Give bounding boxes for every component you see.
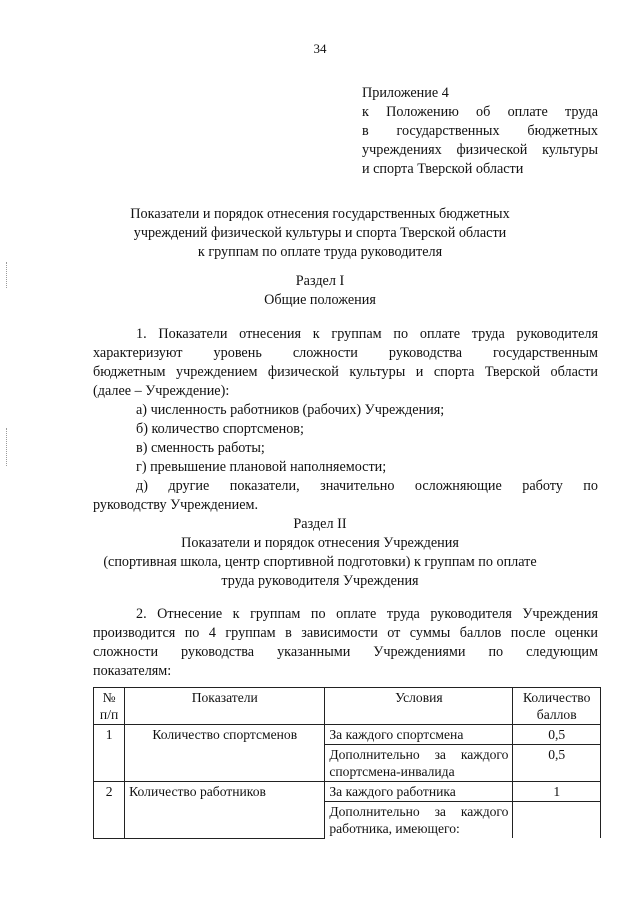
row-score: 1 bbox=[513, 782, 601, 802]
paragraph-line: 2. Отнесение к группам по оплате труда руководителя Учреждения bbox=[136, 606, 598, 622]
appendix-line: и спорта Тверской области bbox=[362, 161, 524, 177]
appendix-reference bbox=[362, 84, 598, 179]
row-condition: За каждого спортсмена bbox=[325, 725, 513, 745]
page-number: 34 bbox=[313, 41, 327, 56]
paragraph-line: (далее – Учреждение): bbox=[93, 383, 230, 399]
paragraph-line: характеризуют уровень сложности руководства государственным bbox=[93, 345, 598, 361]
section-title-line: Показатели и порядок отнесения Учреждения bbox=[181, 535, 459, 551]
document-title bbox=[100, 205, 540, 262]
paragraph-line: показателям: bbox=[93, 663, 172, 679]
list-item: а) численность работников (рабочих) Учреждения; bbox=[136, 402, 445, 418]
row-indicator: Количество работников bbox=[125, 782, 325, 839]
header-score: Количество баллов bbox=[513, 688, 601, 725]
list-item: г) превышение плановой наполняемости; bbox=[136, 459, 387, 475]
appendix-line: в государственных бюджетных bbox=[362, 123, 598, 139]
section-number: Раздел II bbox=[293, 516, 347, 532]
title-line: к группам по оплате труда руководителя bbox=[197, 244, 443, 260]
row-number: 2 bbox=[94, 782, 125, 839]
list-item: в) сменность работы; bbox=[136, 440, 265, 456]
section-number: Раздел I bbox=[295, 273, 345, 289]
title-line: Показатели и порядок отнесения государственных бюджетных bbox=[130, 206, 510, 222]
paragraph-line: бюджетным учреждением физической культуры и спорта Тверской области bbox=[93, 364, 598, 380]
appendix-line: Приложение 4 bbox=[362, 85, 449, 101]
section-1-body bbox=[93, 325, 598, 515]
indicators-table bbox=[93, 687, 601, 839]
header-indicator: Показатели bbox=[125, 688, 325, 725]
paragraph-line: сложности руководства указанными Учреждениями по следующим bbox=[93, 644, 598, 660]
section-1-heading bbox=[100, 272, 540, 310]
list-item: д) другие показатели, значительно осложняющие работу по bbox=[136, 478, 598, 494]
row-indicator: Количество спортсменов bbox=[125, 725, 325, 782]
appendix-line: учреждениях физической культуры bbox=[362, 142, 598, 158]
section-title: Общие положения bbox=[264, 292, 376, 308]
left-margin-dots bbox=[6, 428, 9, 466]
section-title-line: (спортивная школа, центр спортивной подготовки) к группам по оплате bbox=[103, 554, 537, 570]
row-score bbox=[513, 802, 601, 839]
table-header-row bbox=[94, 688, 601, 725]
table-row bbox=[94, 725, 601, 745]
row-number: 1 bbox=[94, 725, 125, 782]
row-condition: За каждого работника bbox=[325, 782, 513, 802]
title-line: учреждений физической культуры и спорта Тверской области bbox=[133, 225, 507, 241]
list-item-continuation: руководству Учреждением. bbox=[93, 497, 259, 513]
row-condition: Дополнительно за каждого спортсмена-инвалида bbox=[325, 745, 513, 782]
paragraph-line: 1. Показатели отнесения к группам по оплате труда руководителя bbox=[136, 326, 598, 342]
paragraph-line: производится по 4 группам в зависимости от суммы баллов после оценки bbox=[93, 625, 598, 641]
row-score: 0,5 bbox=[513, 745, 601, 782]
row-condition: Дополнительно за каждого работника, имеющего: bbox=[325, 802, 513, 839]
section-2-body bbox=[93, 605, 598, 681]
table-row bbox=[94, 782, 601, 802]
header-number: № п/п bbox=[94, 688, 125, 725]
section-2-heading bbox=[100, 515, 540, 591]
appendix-line: к Положению об оплате труда bbox=[362, 104, 598, 120]
header-conditions: Условия bbox=[325, 688, 513, 725]
list-item: б) количество спортсменов; bbox=[136, 421, 304, 437]
row-score: 0,5 bbox=[513, 725, 601, 745]
left-margin-dots bbox=[6, 262, 9, 288]
section-title-line: труда руководителя Учреждения bbox=[221, 573, 419, 589]
